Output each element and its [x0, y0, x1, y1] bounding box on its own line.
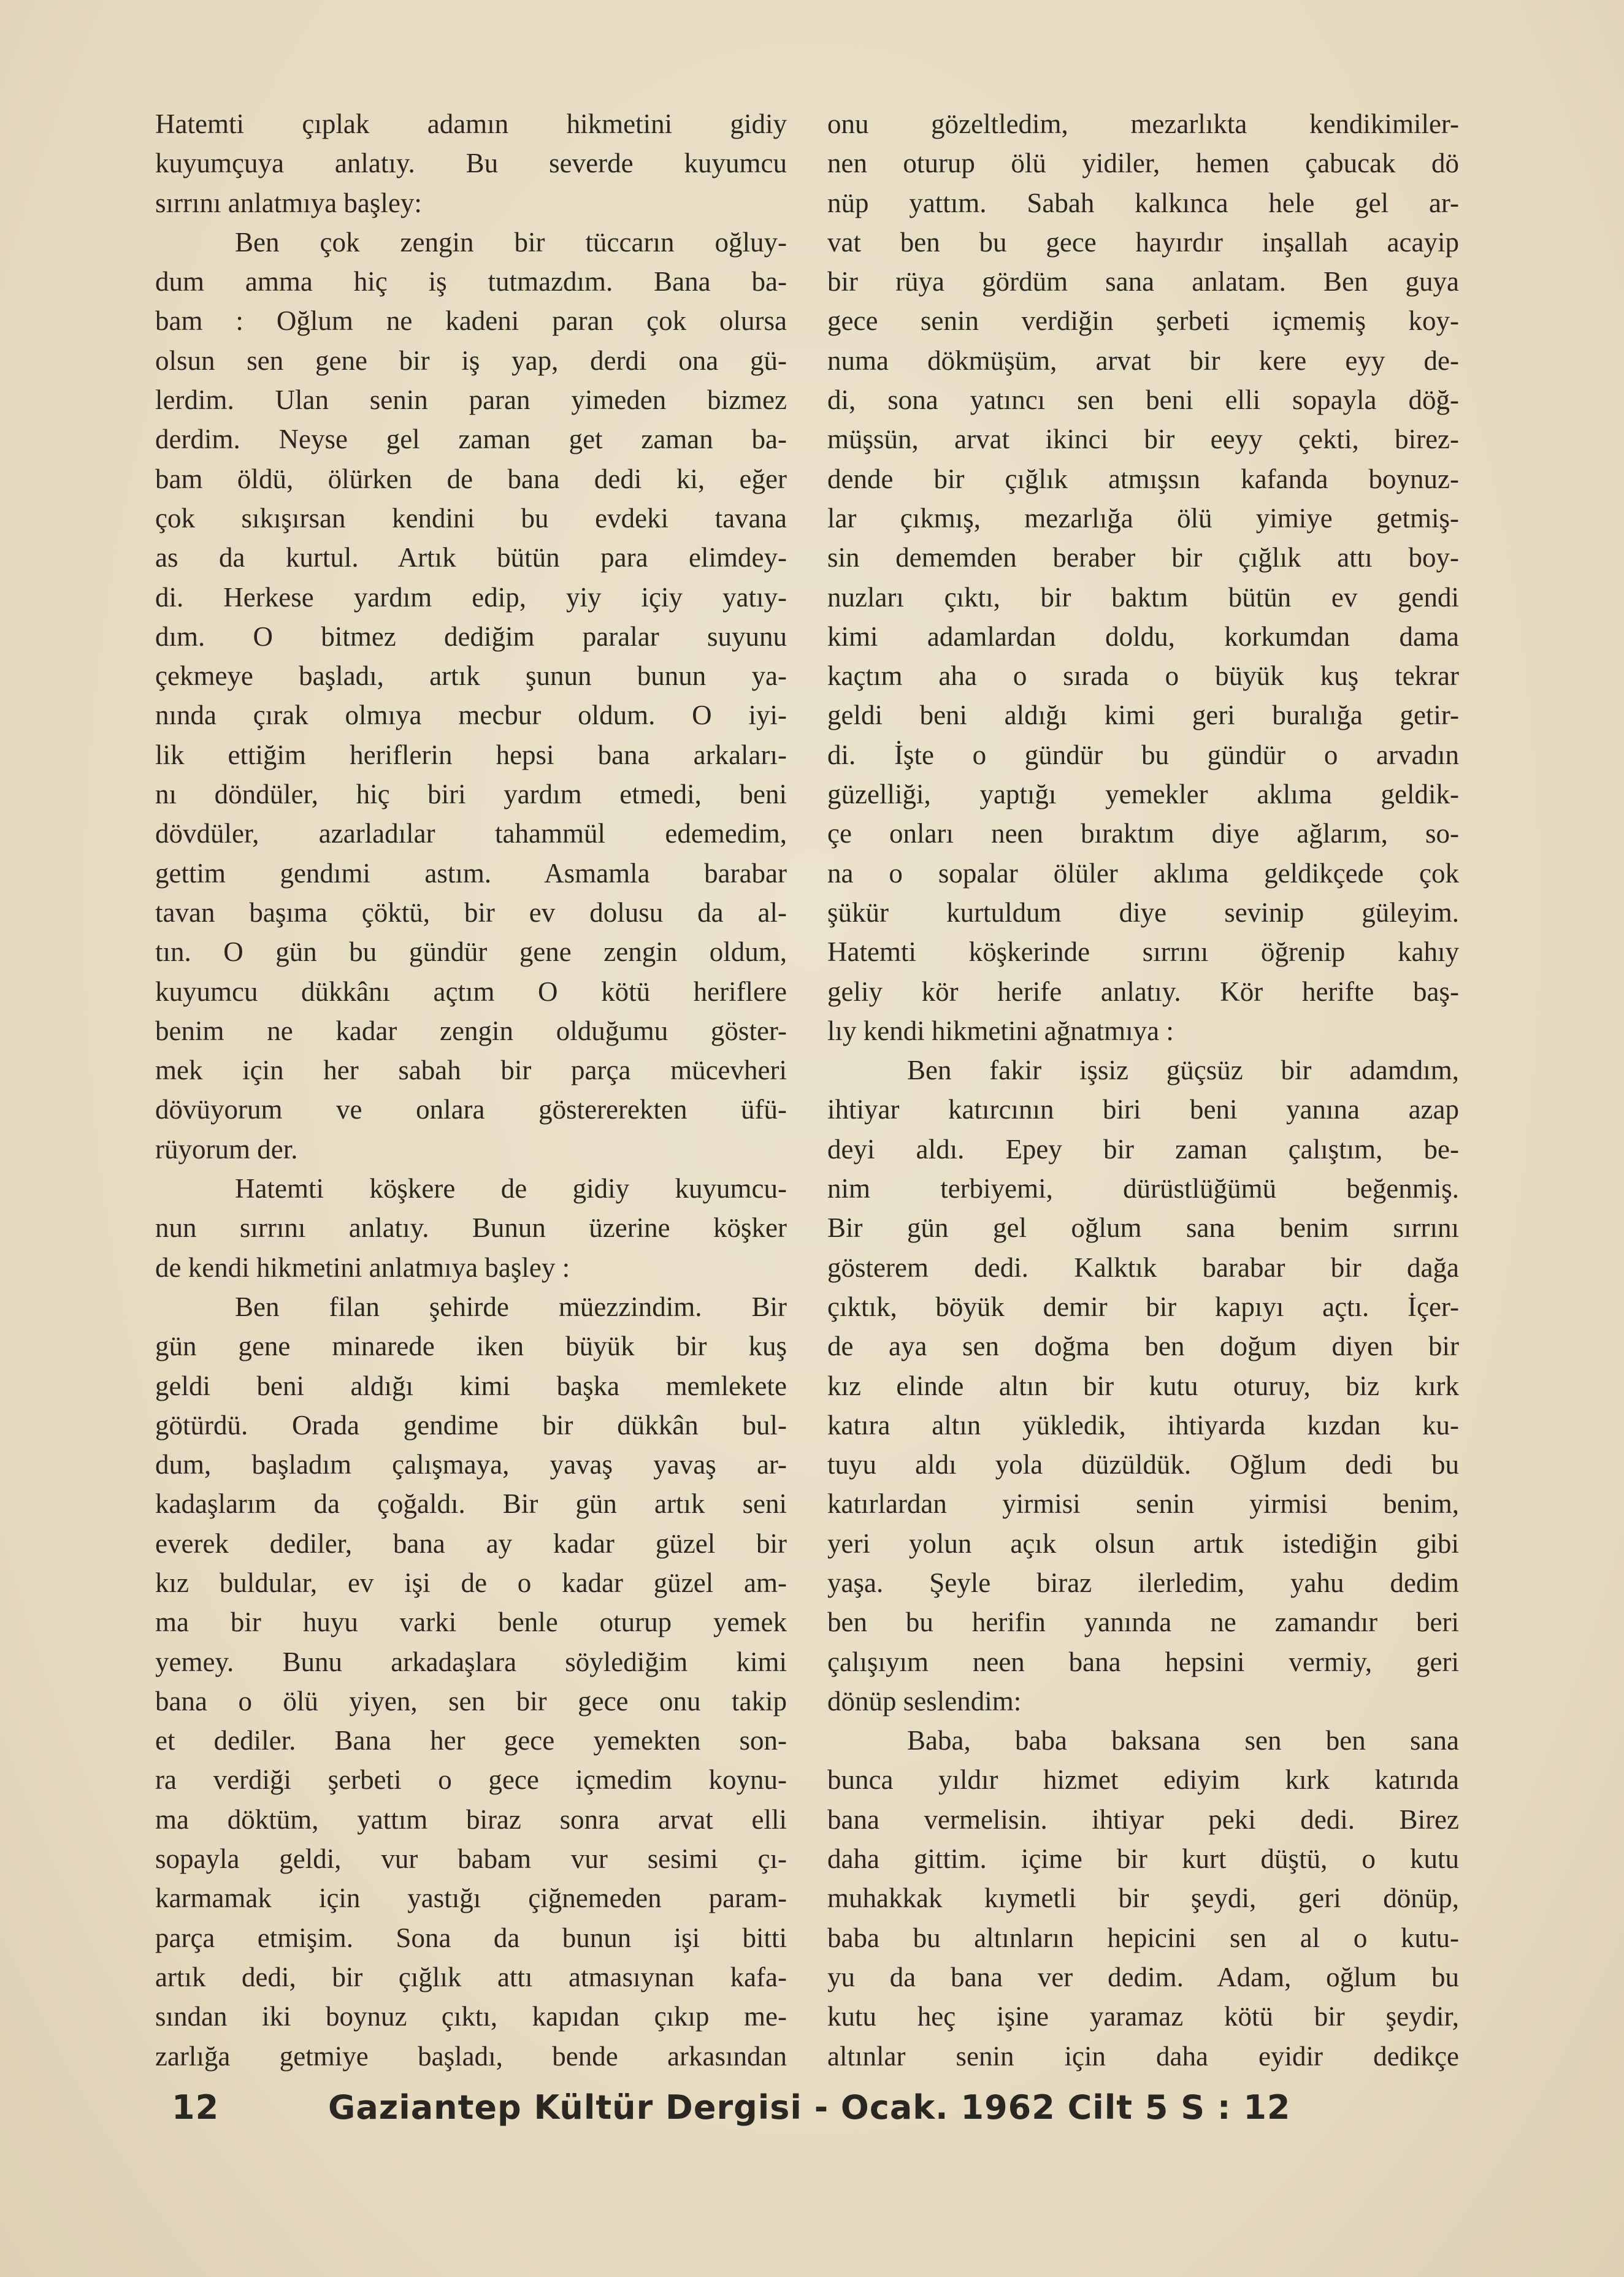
- text-line: lar çıkmış, mezarlığa ölü yimiye getmiş-: [827, 502, 1459, 534]
- text-line: katıra altın yükledik, ihtiyarda kızdan ku-: [827, 1409, 1459, 1441]
- text-line: dövdüler, azarladılar tahammül edemedim,: [155, 818, 787, 849]
- text-line: di, sona yatıncı sen beni elli sopayla döğ-: [827, 385, 1459, 416]
- text-line: Ben fakir işsiz güçsüz bir adamdım,: [907, 1055, 1459, 1086]
- text-line: şükür kurtuldum diye sevinip güleyim.: [827, 897, 1459, 928]
- text-line: ben bu herifin yanında ne zamandır beri: [827, 1607, 1459, 1638]
- right-text-column: [827, 104, 1459, 2076]
- text-line: lıy kendi hikmetini ağnatmıya :: [827, 1015, 1174, 1046]
- text-line: gösterem dedi. Kalktık barabar bir dağa: [827, 1252, 1459, 1283]
- text-line: nı döndüler, hiç biri yardım etmedi, beni: [155, 779, 787, 810]
- text-line: rüyorum der.: [155, 1133, 298, 1165]
- text-line: vat ben bu gece hayırdır inşallah acayip: [827, 226, 1459, 258]
- text-line: yaşa. Şeyle biraz ilerledim, yahu dedim: [827, 1567, 1459, 1598]
- text-line: benim ne kadar zengin olduğumu göster-: [155, 1015, 787, 1046]
- text-line: as da kurtul. Artık bütün para elimdey-: [155, 542, 787, 573]
- text-line: Hatemti çıplak adamın hikmetini gidiy: [155, 109, 787, 139]
- text-line: artık dedi, bir çığlık attı atmasıynan kafa-: [155, 1961, 787, 1992]
- text-line: baba bu altınların hepicini sen al o kutu-: [827, 1922, 1459, 1953]
- text-line: ma bir huyu varki benle oturup yemek: [155, 1607, 787, 1638]
- text-line: nun sırrını anlatıy. Bunun üzerine köşker: [155, 1212, 787, 1244]
- text-line: dum amma hiç iş tutmazdım. Bana ba-: [155, 266, 787, 297]
- text-line: onu gözeltledim, mezarlıkta kendikimiler-: [827, 109, 1459, 139]
- text-line: kaçtım aha o sırada o büyük kuş tekrar: [827, 660, 1459, 692]
- text-line: sopayla geldi, vur babam vur sesimi çı-: [155, 1843, 787, 1875]
- text-line: tavan başıma çöktü, bir ev dolusu da al-: [155, 897, 787, 928]
- text-line: zarlığa getmiye başladı, bende arkasından: [155, 2040, 787, 2072]
- text-line: çıktık, böyük demir bir kapıyı açtı. İçer-: [827, 1291, 1459, 1322]
- text-line: çalışıyım neen bana hepsini vermiy, geri: [827, 1646, 1459, 1677]
- text-line: bir rüya gördüm sana anlatam. Ben guya: [827, 266, 1459, 297]
- text-line: ma döktüm, yattım biraz sonra arvat elli: [155, 1804, 787, 1835]
- text-line: kuyumçuya anlatıy. Bu severde kuyumcu: [155, 148, 787, 179]
- text-line: bunca yıldır hizmet ediyim kırk katırıda: [827, 1764, 1459, 1796]
- text-line: güzelliği, yaptığı yemekler aklıma geldik-: [827, 779, 1459, 810]
- text-line: mek için her sabah bir parça mücevheri: [155, 1055, 787, 1086]
- text-line: gece senin verdiğin şerbeti içmemiş koy-: [827, 305, 1459, 337]
- text-line: çe onları neen bıraktım diye ağlarım, so-: [827, 818, 1459, 849]
- text-line: Hatemti köşkerinde sırrını öğrenip kahıy: [827, 936, 1459, 968]
- text-line: gettim gendımi astım. Asmamla barabar: [155, 857, 787, 889]
- text-line: nüp yattım. Sabah kalkınca hele gel ar-: [827, 187, 1459, 218]
- text-line: çok sıkışırsan kendini bu evdeki tavana: [155, 502, 787, 534]
- text-line: yeri yolun açık olsun artık istediğin gibi: [827, 1528, 1459, 1559]
- text-line: bam : Oğlum ne kadeni paran çok olursa: [155, 305, 787, 337]
- page-footer: [172, 2088, 1447, 2131]
- text-line: di. İşte o gündür bu gündür o arvadın: [827, 739, 1459, 770]
- text-line: nim terbiyemi, dürüstlüğümü beğenmiş.: [827, 1173, 1459, 1204]
- text-line: dönüp seslendim:: [827, 1685, 1022, 1716]
- text-line: kuyumcu dükkânı açtım O kötü heriflere: [155, 976, 787, 1007]
- text-line: derdim. Neyse gel zaman get zaman ba-: [155, 424, 787, 455]
- text-line: everek dediler, bana ay kadar güzel bir: [155, 1528, 787, 1559]
- text-line: Bir gün gel oğlum sana benim sırrını: [827, 1212, 1459, 1244]
- text-line: altınlar senin için daha eyidir dedikçe: [827, 2040, 1459, 2072]
- text-line: de kendi hikmetini anlatmıya başley :: [155, 1252, 570, 1283]
- text-line: geldi beni aldığı kimi geri buralığa getir-: [827, 700, 1459, 731]
- text-line: Baba, baba baksana sen ben sana: [907, 1725, 1459, 1756]
- text-line: olsun sen gene bir iş yap, derdi ona gü-: [155, 345, 787, 376]
- text-line: müşsün, arvat ikinci bir eeyy çekti, birez-: [827, 424, 1459, 455]
- text-line: lerdim. Ulan senin paran yimeden bizmez: [155, 385, 787, 416]
- text-line: de aya sen doğma ben doğum diyen bir: [827, 1331, 1459, 1362]
- text-line: ra verdiği şerbeti o gece içmedim koynu-: [155, 1764, 787, 1796]
- text-line: ihtiyar katırcının biri beni yanına azap: [827, 1094, 1459, 1125]
- text-line: tuyu aldı yola düzüldük. Oğlum dedi bu: [827, 1449, 1459, 1480]
- text-line: et dediler. Bana her gece yemekten son-: [155, 1725, 787, 1756]
- text-line: dende bir çığlık atmışsın kafanda boynuz-: [827, 463, 1459, 494]
- text-line: katırlardan yirmisi senin yirmisi benim,: [827, 1488, 1459, 1520]
- left-text-column: [155, 104, 787, 2076]
- text-line: bana vermelisin. ihtiyar peki dedi. Birez: [827, 1804, 1459, 1835]
- text-line: nuzları çıktı, bir baktım bütün ev gendi: [827, 581, 1459, 613]
- text-line: yu da bana ver dedim. Adam, oğlum bu: [827, 1961, 1459, 1992]
- text-line: geliy kör herife anlatıy. Kör herifte baş-: [827, 976, 1459, 1007]
- text-line: geldi beni aldığı kimi başka memlekete: [155, 1370, 787, 1401]
- text-line: çekmeye başladı, artık şunun bunun ya-: [155, 660, 787, 692]
- running-title: Gaziantep Kültür Dergisi - Ocak. 1962 Cilt 5 S : 12: [328, 2088, 1291, 2127]
- text-line: sin dememden beraber bir çığlık attı boy-: [827, 542, 1459, 573]
- text-line: kutu heç işine yaramaz kötü bir şeydir,: [827, 2001, 1459, 2032]
- text-line: daha gittim. içime bir kurt düştü, o kutu: [827, 1843, 1459, 1875]
- text-line: dövüyorum ve onlara göstererekten üfü-: [155, 1094, 787, 1125]
- text-line: karmamak için yastığı çiğnemeden param-: [155, 1883, 787, 1914]
- text-line: bam öldü, ölürken de bana dedi ki, eğer: [155, 463, 787, 494]
- text-line: nen oturup ölü yidiler, hemen çabucak dö: [827, 148, 1459, 179]
- text-line: Ben çok zengin bir tüccarın oğluy-: [235, 226, 787, 258]
- text-line: tın. O gün bu gündür gene zengin oldum,: [155, 936, 787, 968]
- text-line: deyi aldı. Epey bir zaman çalıştım, be-: [827, 1133, 1459, 1165]
- text-line: gün gene minarede iken büyük bir kuş: [155, 1331, 787, 1362]
- text-line: di. Herkese yardım edip, yiy içiy yatıy-: [155, 581, 787, 613]
- text-line: numa dökmüşüm, arvat bir kere eyy de-: [827, 345, 1459, 376]
- text-line: bana o ölü yiyen, sen bir gece onu takip: [155, 1685, 787, 1716]
- text-line: lik ettiğim heriflerin hepsi bana arkaları-: [155, 739, 787, 770]
- text-line: na o sopalar ölüler aklıma geldikçede çok: [827, 857, 1459, 889]
- text-line: yemey. Bunu arkadaşlara söylediğim kimi: [155, 1646, 787, 1677]
- text-line: sırrını anlatmıya başley:: [155, 187, 422, 218]
- text-line: kadaşlarım da çoğaldı. Bir gün artık seni: [155, 1488, 787, 1520]
- page-number: 12: [172, 2088, 220, 2127]
- text-line: muhakkak kıymetli bir şeydi, geri dönüp,: [827, 1883, 1459, 1914]
- text-line: kimi adamlardan doldu, korkumdan dama: [827, 621, 1459, 652]
- text-line: parça etmişim. Sona da bunun işi bitti: [155, 1922, 787, 1953]
- text-line: götürdü. Orada gendime bir dükkân bul-: [155, 1409, 787, 1441]
- text-line: kız buldular, ev işi de o kadar güzel am-: [155, 1567, 787, 1598]
- text-line: dım. O bitmez dediğim paralar suyunu: [155, 621, 787, 652]
- text-line: Ben filan şehirde müezzindim. Bir: [235, 1291, 787, 1322]
- text-line: kız elinde altın bir kutu oturuy, biz kırk: [827, 1370, 1459, 1401]
- text-line: Hatemti köşkere de gidiy kuyumcu-: [235, 1173, 787, 1204]
- text-line: nında çırak olmıya mecbur oldum. O iyi-: [155, 700, 787, 731]
- text-line: sından iki boynuz çıktı, kapıdan çıkıp me-: [155, 2001, 787, 2032]
- text-line: dum, başladım çalışmaya, yavaş yavaş ar-: [155, 1449, 787, 1480]
